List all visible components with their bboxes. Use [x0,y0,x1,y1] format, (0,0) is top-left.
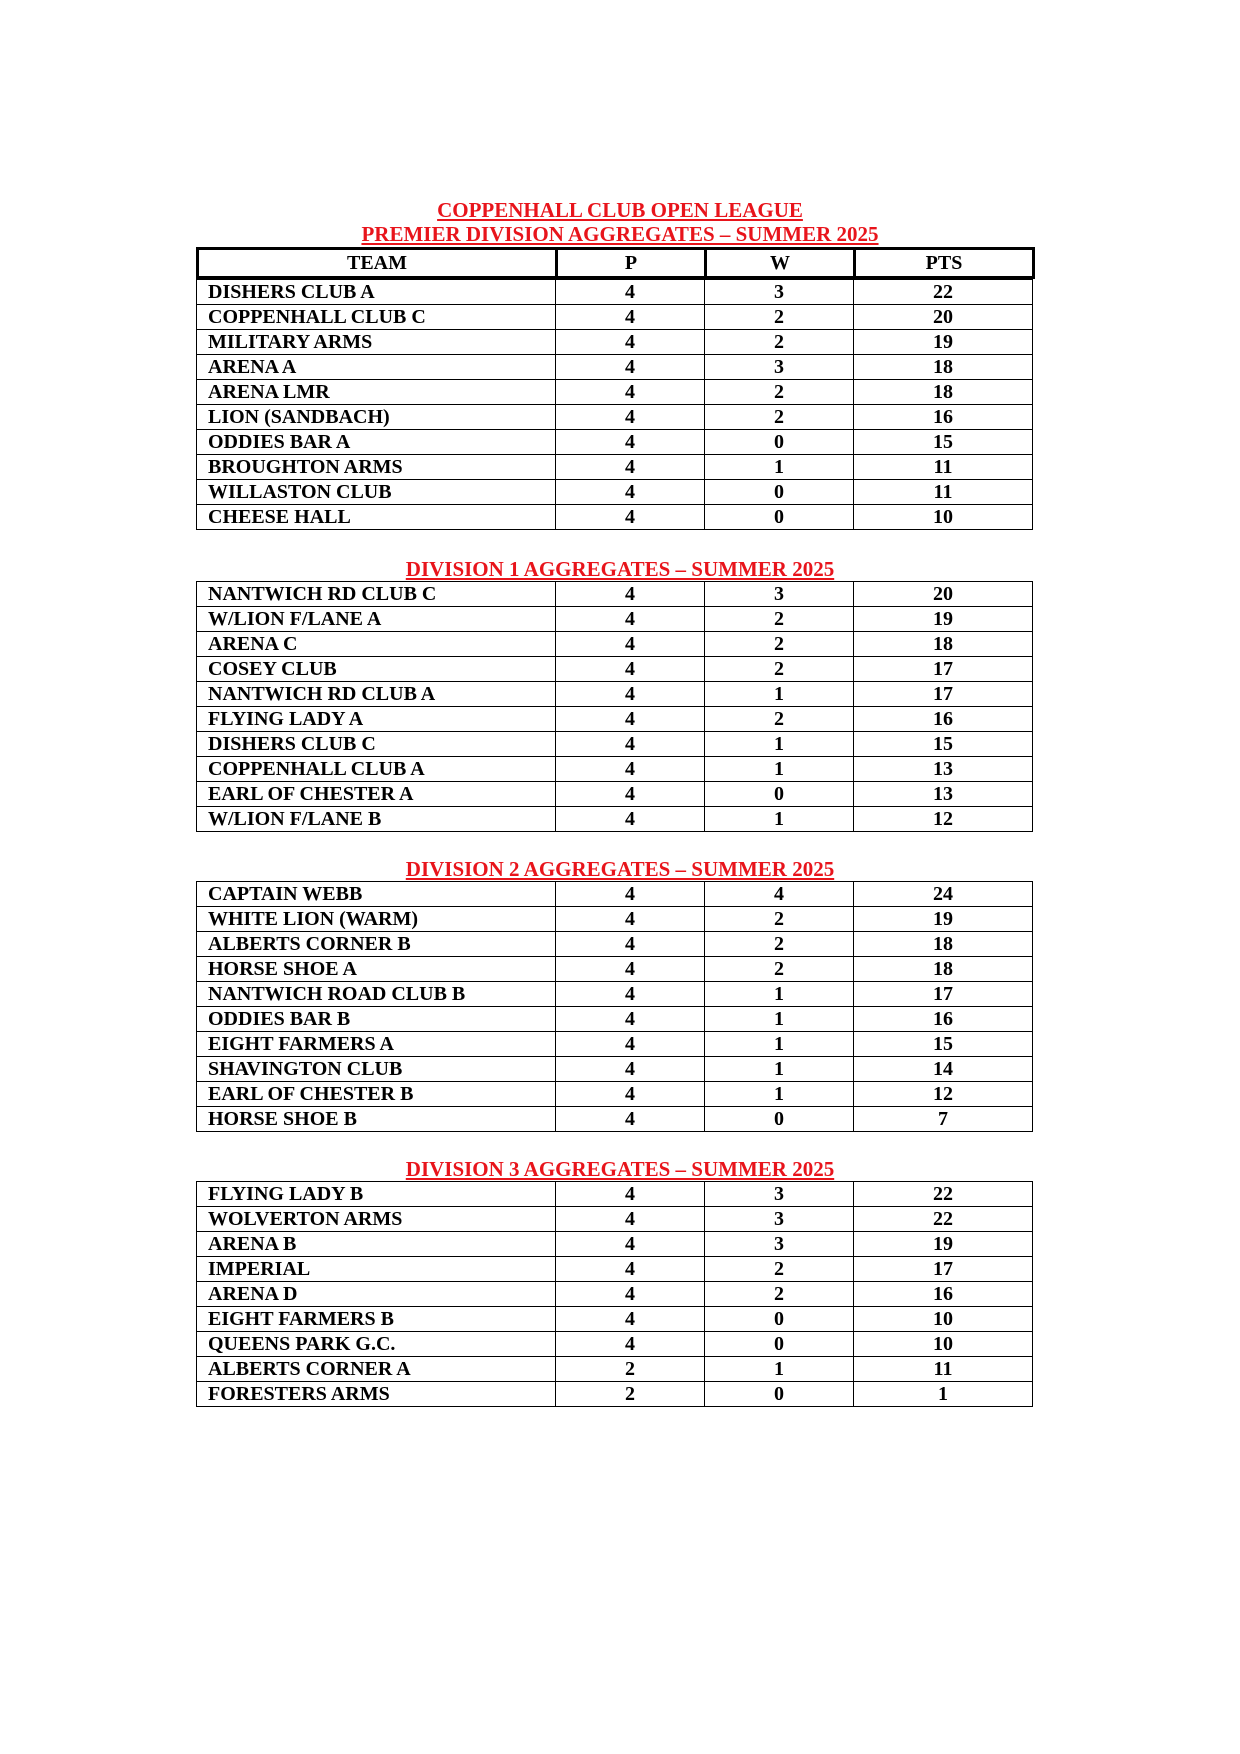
table-row [197,330,1033,355]
team-cell: FLYING LADY A [197,707,556,732]
table-row [197,1107,1033,1132]
won-cell: 0 [705,782,854,807]
team-cell: ALBERTS CORNER B [197,932,556,957]
points-column-header: PTS [855,249,1034,278]
division-2-title: DIVISION 2 AGGREGATES – SUMMER 2025 [405,857,835,881]
team-cell: FORESTERS ARMS [197,1382,556,1407]
table-row [197,582,1033,607]
table-row [197,1232,1033,1257]
points-cell: 10 [854,1307,1033,1332]
played-cell: 4 [556,932,705,957]
points-cell: 16 [854,707,1033,732]
won-cell: 3 [705,280,854,305]
division-1-title: DIVISION 1 AGGREGATES – SUMMER 2025 [405,557,835,581]
won-cell: 4 [705,882,854,907]
team-column-header: TEAM [198,249,557,278]
played-cell: 4 [556,430,705,455]
played-cell: 4 [556,355,705,380]
points-cell: 11 [854,455,1033,480]
points-cell: 13 [854,782,1033,807]
played-cell: 4 [556,1182,705,1207]
won-cell: 2 [705,405,854,430]
team-cell: ARENA LMR [197,380,556,405]
points-cell: 18 [854,380,1033,405]
table-row [197,1032,1033,1057]
table-row [197,1357,1033,1382]
played-cell: 2 [556,1357,705,1382]
team-cell: HORSE SHOE A [197,957,556,982]
points-cell: 15 [854,1032,1033,1057]
team-cell: COSEY CLUB [197,657,556,682]
table-row [197,405,1033,430]
table-row [197,657,1033,682]
table-row [197,1007,1033,1032]
played-cell: 4 [556,757,705,782]
points-cell: 7 [854,1107,1033,1132]
played-cell: 4 [556,1032,705,1057]
points-cell: 15 [854,430,1033,455]
won-cell: 3 [705,1232,854,1257]
team-cell: MILITARY ARMS [197,330,556,355]
table-row [197,1382,1033,1407]
team-cell: EIGHT FARMERS B [197,1307,556,1332]
played-cell: 4 [556,682,705,707]
table-row [197,932,1033,957]
won-cell: 0 [705,1307,854,1332]
played-cell: 4 [556,1282,705,1307]
played-cell: 4 [556,882,705,907]
table-row [197,1057,1033,1082]
points-cell: 19 [854,607,1033,632]
table-row [197,380,1033,405]
won-cell: 3 [705,1207,854,1232]
played-cell: 4 [556,607,705,632]
team-cell: ARENA D [197,1282,556,1307]
points-cell: 12 [854,807,1033,832]
team-cell: DISHERS CLUB C [197,732,556,757]
points-cell: 18 [854,957,1033,982]
won-cell: 1 [705,807,854,832]
team-cell: IMPERIAL [197,1257,556,1282]
won-cell: 2 [705,305,854,330]
points-cell: 13 [854,757,1033,782]
team-cell: ARENA C [197,632,556,657]
points-cell: 17 [854,657,1033,682]
won-cell: 0 [705,505,854,530]
table-row [197,707,1033,732]
table-row [197,355,1033,380]
table-row [197,480,1033,505]
won-cell: 2 [705,1282,854,1307]
won-cell: 0 [705,1107,854,1132]
table-row [197,1207,1033,1232]
won-cell: 1 [705,1007,854,1032]
table-row [197,1082,1033,1107]
points-cell: 16 [854,1282,1033,1307]
team-cell: NANTWICH RD CLUB C [197,582,556,607]
points-cell: 19 [854,1232,1033,1257]
team-cell: ALBERTS CORNER A [197,1357,556,1382]
table-row [197,807,1033,832]
points-cell: 11 [854,480,1033,505]
played-cell: 2 [556,1382,705,1407]
played-cell: 4 [556,505,705,530]
points-cell: 11 [854,1357,1033,1382]
table-row [197,607,1033,632]
points-cell: 10 [854,1332,1033,1357]
table-row [197,1307,1033,1332]
points-cell: 17 [854,682,1033,707]
points-cell: 20 [854,582,1033,607]
table-row [197,682,1033,707]
team-cell: HORSE SHOE B [197,1107,556,1132]
points-cell: 15 [854,732,1033,757]
team-cell: FLYING LADY B [197,1182,556,1207]
played-cell: 4 [556,405,705,430]
league-title: COPPENHALL CLUB OPEN LEAGUE [437,198,803,222]
table-row [197,732,1033,757]
won-cell: 1 [705,1082,854,1107]
table-row [197,1182,1033,1207]
team-cell: EARL OF CHESTER A [197,782,556,807]
team-cell: ARENA B [197,1232,556,1257]
points-cell: 18 [854,355,1033,380]
won-cell: 0 [705,1382,854,1407]
played-cell: 4 [556,1257,705,1282]
team-cell: SHAVINGTON CLUB [197,1057,556,1082]
won-cell: 1 [705,455,854,480]
played-cell: 4 [556,582,705,607]
won-cell: 2 [705,1257,854,1282]
played-cell: 4 [556,782,705,807]
team-cell: WILLASTON CLUB [197,480,556,505]
team-cell: W/LION F/LANE B [197,807,556,832]
division-1-table [196,581,1033,832]
won-cell: 0 [705,480,854,505]
points-cell: 12 [854,1082,1033,1107]
played-column-header: P [557,249,706,278]
table-row [197,782,1033,807]
team-cell: QUEENS PARK G.C. [197,1332,556,1357]
played-cell: 4 [556,1007,705,1032]
played-cell: 4 [556,632,705,657]
table-row [197,632,1033,657]
won-cell: 2 [705,907,854,932]
won-cell: 2 [705,932,854,957]
won-cell: 1 [705,982,854,1007]
won-cell: 1 [705,1057,854,1082]
points-cell: 16 [854,1007,1033,1032]
team-cell: EARL OF CHESTER B [197,1082,556,1107]
played-cell: 4 [556,380,705,405]
team-cell: WHITE LION (WARM) [197,907,556,932]
team-cell: W/LION F/LANE A [197,607,556,632]
team-cell: ODDIES BAR A [197,430,556,455]
table-row [197,882,1033,907]
team-cell: ARENA A [197,355,556,380]
points-cell: 19 [854,330,1033,355]
points-cell: 10 [854,505,1033,530]
won-cell: 0 [705,430,854,455]
table-row [197,505,1033,530]
played-cell: 4 [556,280,705,305]
won-cell: 3 [705,582,854,607]
premier-division-table [196,279,1033,530]
won-cell: 2 [705,330,854,355]
points-cell: 1 [854,1382,1033,1407]
played-cell: 4 [556,330,705,355]
premier-division-title: PREMIER DIVISION AGGREGATES – SUMMER 2025 [361,222,879,246]
played-cell: 4 [556,657,705,682]
won-cell: 2 [705,632,854,657]
table-row [197,757,1033,782]
table-row [197,982,1033,1007]
played-cell: 4 [556,1107,705,1132]
won-cell: 1 [705,1032,854,1057]
points-cell: 22 [854,1207,1033,1232]
points-cell: 16 [854,405,1033,430]
table-row [197,957,1033,982]
won-cell: 3 [705,1182,854,1207]
won-cell: 2 [705,380,854,405]
played-cell: 4 [556,907,705,932]
points-cell: 24 [854,882,1033,907]
won-cell: 0 [705,1332,854,1357]
points-cell: 18 [854,632,1033,657]
played-cell: 4 [556,1307,705,1332]
won-cell: 2 [705,707,854,732]
played-cell: 4 [556,1332,705,1357]
played-cell: 4 [556,807,705,832]
points-cell: 18 [854,932,1033,957]
division-2-table [196,881,1033,1132]
won-cell: 1 [705,682,854,707]
played-cell: 4 [556,480,705,505]
division-3-title: DIVISION 3 AGGREGATES – SUMMER 2025 [405,1157,835,1181]
team-cell: ODDIES BAR B [197,1007,556,1032]
won-cell: 2 [705,657,854,682]
table-row [197,430,1033,455]
team-cell: BROUGHTON ARMS [197,455,556,480]
team-cell: COPPENHALL CLUB A [197,757,556,782]
points-cell: 22 [854,1182,1033,1207]
played-cell: 4 [556,455,705,480]
table-row [197,1282,1033,1307]
won-cell: 1 [705,1357,854,1382]
team-cell: WOLVERTON ARMS [197,1207,556,1232]
won-cell: 1 [705,732,854,757]
won-cell: 2 [705,957,854,982]
table-row [197,1257,1033,1282]
points-cell: 17 [854,982,1033,1007]
team-cell: NANTWICH ROAD CLUB B [197,982,556,1007]
played-cell: 4 [556,732,705,757]
column-header-row [198,249,1034,278]
table-row [197,305,1033,330]
points-cell: 19 [854,907,1033,932]
division-3-table [196,1181,1033,1407]
points-cell: 22 [854,280,1033,305]
won-cell: 2 [705,607,854,632]
played-cell: 4 [556,1232,705,1257]
table-row [197,1332,1033,1357]
played-cell: 4 [556,305,705,330]
played-cell: 4 [556,1057,705,1082]
column-header-table [196,247,1035,279]
points-cell: 20 [854,305,1033,330]
team-cell: EIGHT FARMERS A [197,1032,556,1057]
played-cell: 4 [556,1082,705,1107]
team-cell: COPPENHALL CLUB C [197,305,556,330]
team-cell: LION (SANDBACH) [197,405,556,430]
table-row [197,907,1033,932]
team-cell: DISHERS CLUB A [197,280,556,305]
played-cell: 4 [556,1207,705,1232]
played-cell: 4 [556,707,705,732]
points-cell: 17 [854,1257,1033,1282]
played-cell: 4 [556,957,705,982]
table-row [197,455,1033,480]
won-column-header: W [706,249,855,278]
team-cell: CHEESE HALL [197,505,556,530]
table-row [197,280,1033,305]
won-cell: 3 [705,355,854,380]
won-cell: 1 [705,757,854,782]
points-cell: 14 [854,1057,1033,1082]
team-cell: NANTWICH RD CLUB A [197,682,556,707]
played-cell: 4 [556,982,705,1007]
team-cell: CAPTAIN WEBB [197,882,556,907]
